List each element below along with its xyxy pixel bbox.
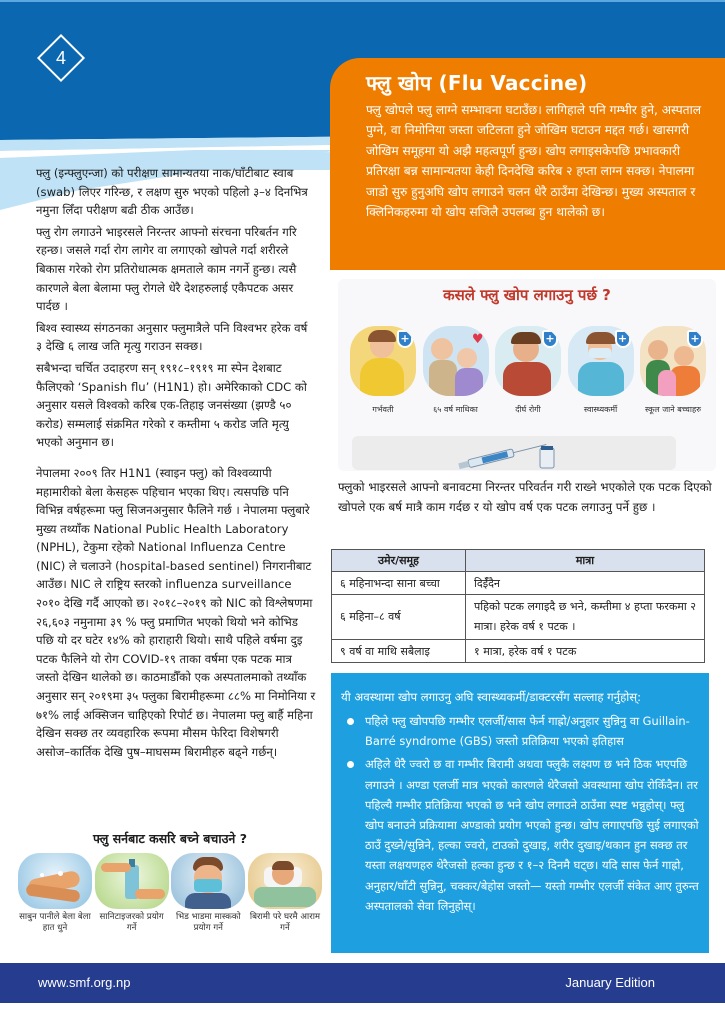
prevention-caption: भिड भाडमा मास्कको प्रयोग गर्ने (175, 912, 241, 933)
paragraph-virus-change: फ्लु रोग लगाउने भाइरसले निरन्तर आफ्नो संरचना परिबर्तन गरि रहन्छ। जसले गर्दा रोग लागेर वा लगाएको खोपले गर्दा शरीरले बिकास गरेको रोग प्रतिरोधात्मक क्षमताले काम नगर्ने हुन्छ। त्यसै कारणले बेला बेलामा फ्लु रोगले धेरै देशहरुलाई एकैपटक असर पार्दछ । (36, 224, 297, 314)
table-row (332, 595, 705, 640)
age-group-cell: ६ महिनाभन्दा साना बच्चा (332, 572, 466, 595)
table-row (332, 572, 705, 595)
heart-badge-icon: ♥ (471, 332, 484, 347)
flu-vaccine-box (330, 58, 725, 270)
dose-cell: १ मात्रा, हरेक वर्ष १ पटक (466, 640, 705, 663)
risk-group-label: गर्भवती (372, 405, 394, 414)
risk-groups-row (350, 326, 706, 415)
paragraph-testing: फ्लु (इन्फ्लुएन्जा) को परीक्षण सामान्यतया नाक/घाँटीबाट स्वाब (swab) लिएर गरिन्छ, र लक्षण सुरु भएको पहिलो ३–४ दिनभित्र नमुना लिँदा परीक्षण बढी ठीक आउँछ। (36, 166, 308, 218)
flu-vaccine-body: फ्लु खोपले फ्लु लाग्ने सम्भावना घटाउँछ। लागिहाले पनि गम्भीर हुने, अस्पताल पुग्ने, वा निमोनिया जस्ता जटिलता हुने जोखिम घटाउन मद्दत गर्छ। खासगरी जोखिम समूहमा यो अझै महत्वपूर्ण हुन्छ। खोप लगाइसकेपछि प्रभावकारी प्रतिरक्षा बन्न सामान्यतया केही दिनदेखि करिब २ हप्ता लाग्न सक्छ। नेपालमा जाडो सुरु हुनुअघि खोप लगाउने चलन धेरै ठाउँमा देखिन्छ। मुख्य अस्पताल र क्लिनिकहरुमा यो खोप सजिलै उपलब्ध हुन थालेको छ। (366, 103, 702, 220)
consult-item-text: अहिले धेरै ज्वरो छ वा गम्भीर बिरामी अथवा फ्लुकै लक्ष्यण छ भने ठिक भएपछि लगाउने । अण्डा एलर्जी मात्र भएको कारणले थेरैजसो अवस्थामा खोप रोकिँदैन। तर पहिल्यै गम्भीर प्रतिक्रिया भएको छ भने खोप लगाउने ठाउँमा स्पष्ट भन्नुहोस्। फ्लु खोप बनाउने प्रक्रियामा अण्डाको प्रयोग भएको हुन्छ। खोप लगाएपछि सुई लगाएको ठाउँ दुख्ने/सुन्निने, हल्का ज्वरो, टाउको दुखाइ, शरीर दुखाइ/थकान हुन सक्छ तर यस्ता लक्षयणहरु थेरैजसो हल्का हुन्छ र १–२ दिनमै घट्छ। यदि सास फेर्न गाह्रो, अनुहार/घाँटी सुन्निनु, चक्कर/बेहोस जस्तो— यस्तो गम्भीर एलर्जी संकेत आए तुरुन्त अस्पतालको सेवा लिनुहोस्। (365, 757, 699, 913)
prevention-row (14, 853, 326, 934)
prevention-item (171, 853, 245, 934)
shield-badge-icon: + (615, 330, 631, 348)
face-mask-icon (171, 853, 245, 909)
dose-table (331, 549, 705, 663)
edition-label: January Edition (565, 975, 655, 990)
prevention-caption: साबुन पानीले बेला बेला हात धुने (19, 912, 91, 933)
handwash-icon (18, 853, 92, 909)
annual-vaccine-note: फ्लुको भाइरसले आफ्नो बनावटमा निरन्तर परिवर्तन गरी राख्ने भएकोले एक पटक दिएको खोपले एक बर्ष मात्रै काम गर्दछ र यो खोप वर्ष एक पटक लगाउनु पर्ने हुछ । (338, 480, 712, 514)
table-header-row (332, 550, 705, 572)
age-group-cell: ९ वर्ष वा माथि सबैलाइ (332, 640, 466, 663)
bullet-icon (347, 718, 354, 725)
website-link[interactable]: www.smf.org.np (38, 975, 131, 990)
dose-cell: पहिको पटक लगाइदै छ भने, कम्तीमा ४ हप्ता फरकमा २ मात्रा। हरेक वर्ष १ पटक । (466, 595, 705, 640)
shield-badge-icon: + (687, 330, 703, 348)
consult-heading: यी अवस्थामा खोप लगाउनु अघि स्वास्थ्यकर्मी/डाक्टरसँग सल्लाह गर्नुहोस्: (341, 690, 642, 704)
prevention-item (95, 853, 169, 934)
prevention-caption: सानिटाइजरको प्रयोग गर्ने (99, 912, 164, 933)
column-header-age-group: उमेर/समूह (332, 550, 466, 572)
page-number: 4 (55, 48, 66, 68)
risk-group-label: स्वास्थ्यकर्मी (583, 405, 618, 414)
page-footer (0, 963, 725, 1003)
paragraph-spanish-flu: सबैभन्दा चर्चित उदाहरण सन् १९१८–१९१९ मा स्पेन देशबाट फैलिएको ‘Spanish flu’ (H1N1) हो। अमेरिकाको CDC को अनुसार यसले विश्वको करिब एक-तिहाइ जनसंख्या (झण्डै ५० करोड) सम्मलाई संक्रमित गरेको र कम्तीमा ५ करोड जति मृत्यु भएको अनुमान छ। (36, 360, 307, 450)
left-column-article (36, 164, 316, 764)
syringe-vial-illustration (352, 436, 676, 470)
prevention-item (248, 853, 322, 934)
risk-group-item (568, 326, 634, 415)
paragraph-who-deaths: बिश्व स्वास्थ्य संगठनका अनुसार फ्लुमात्रैले पनि विश्वभर हरेक वर्ष ३ देखि ६ लाख जति मृत्यु गराउन सक्छ। (36, 320, 308, 354)
risk-group-label: ६५ वर्ष माथिका (433, 405, 478, 414)
paragraph-nepal-data: नेपालमा २००९ तिर H1N1 (स्वाइन फ्लु) को विश्वव्यापी महामारीको बेला केसहरू पहिचान भएका थिए। त्यसपछि पनि विभिन्न वर्षहरूमा फ्लु सिजनअनुसार फैलिने गर्छ । नेपालमा फ्लुबारे मुख्य तथ्याँक National Public Health Laboratory (NPHL), टेकुमा रहेको National Influenza Centre (NIC) ले चलाउने (hospital-based sentinel) निगरानीबाट आउँछ। NIC ले राष्ट्रिय स्तरको influenza surveillance २०१० देखि गर्दै आएको छ। २०१८–२०१९ को NIC को विश्लेषणमा २६,६०३ नमुनामा ३९ % फ्लु प्रमाणित भएको थियो भने कोभिड पछि यो दर घटेर १४% को हाराहारी थियो। साथै पहिले वर्षमा दुइ पटक फैलिने यो रोग COVID-१९ ताका वर्षमा एक पटक मात्र जस्तो देखिन थालेको छ। काठमाडौँको एक अस्पतालमाको तथ्याँक अनुसार सन् २०१९मा ३५ फ्लुका बिरामीहरूमा ८८% मा निमोनिया र ७१% लाई अक्सिजन चाहिएको रिपोर्ट छ। नेपालमा फ्लु बार्है महिना देखिन सक्छ तर व्यवहारिक रूपमा मौसम फेरिदा विशेषगरी असोज–कार्तिक देखि पुष–माघसम्म बिरामीहरु बढ्ने गर्छन्। (36, 465, 316, 759)
prevention-section (14, 830, 326, 945)
dose-cell: दिईँदैन (466, 572, 705, 595)
prevention-title: फ्लु सर्नबाट कसरि बच्ने बचाउने ? (93, 831, 247, 846)
consult-list-item (341, 754, 699, 916)
table-row (332, 640, 705, 663)
risk-group-item (495, 326, 561, 415)
elderly-couple-icon (423, 326, 489, 396)
risk-group-label: स्कूल जाने बच्चाहरु (645, 405, 701, 414)
consult-item-text: पहिले फ्लु खोपपछि गम्भीर एलर्जी/सास फेर्न गाह्रो/अनुहार सुन्निनु वा Guillain-Barré syndrome (GBS) जस्तो प्रतिक्रिया भएको इतिहास (365, 714, 690, 749)
health-worker-icon (568, 326, 634, 396)
bed-rest-icon (248, 853, 322, 909)
prevention-caption: बिरामी परे घरमै आराम गर्ने (249, 912, 321, 933)
consult-doctor-box (331, 673, 709, 953)
school-children-icon (640, 326, 706, 396)
risk-group-label: दीर्घ रोगी (515, 405, 541, 414)
shield-badge-icon: + (397, 330, 413, 348)
column-header-dose: मात्रा (466, 550, 705, 572)
prevention-item (18, 853, 92, 934)
sanitizer-icon (95, 853, 169, 909)
pregnant-woman-icon (350, 326, 416, 396)
chronic-patient-icon (495, 326, 561, 396)
bullet-icon (347, 761, 354, 768)
who-should-title: कसले फ्लु खोप लगाउनु पर्छ ? (443, 286, 611, 304)
consult-list-item (341, 711, 699, 751)
who-should-vaccinate-card (338, 279, 716, 471)
risk-group-item (640, 326, 706, 415)
flu-vaccine-title: फ्लु खोप (Flu Vaccine) (366, 71, 588, 95)
risk-group-item (350, 326, 416, 415)
consult-list (341, 711, 699, 916)
syringe-icon (352, 436, 676, 470)
risk-group-item (423, 326, 489, 415)
page-number-badge (36, 33, 86, 83)
shield-badge-icon: + (542, 330, 558, 348)
age-group-cell: ६ महिना–८ वर्ष (332, 595, 466, 640)
